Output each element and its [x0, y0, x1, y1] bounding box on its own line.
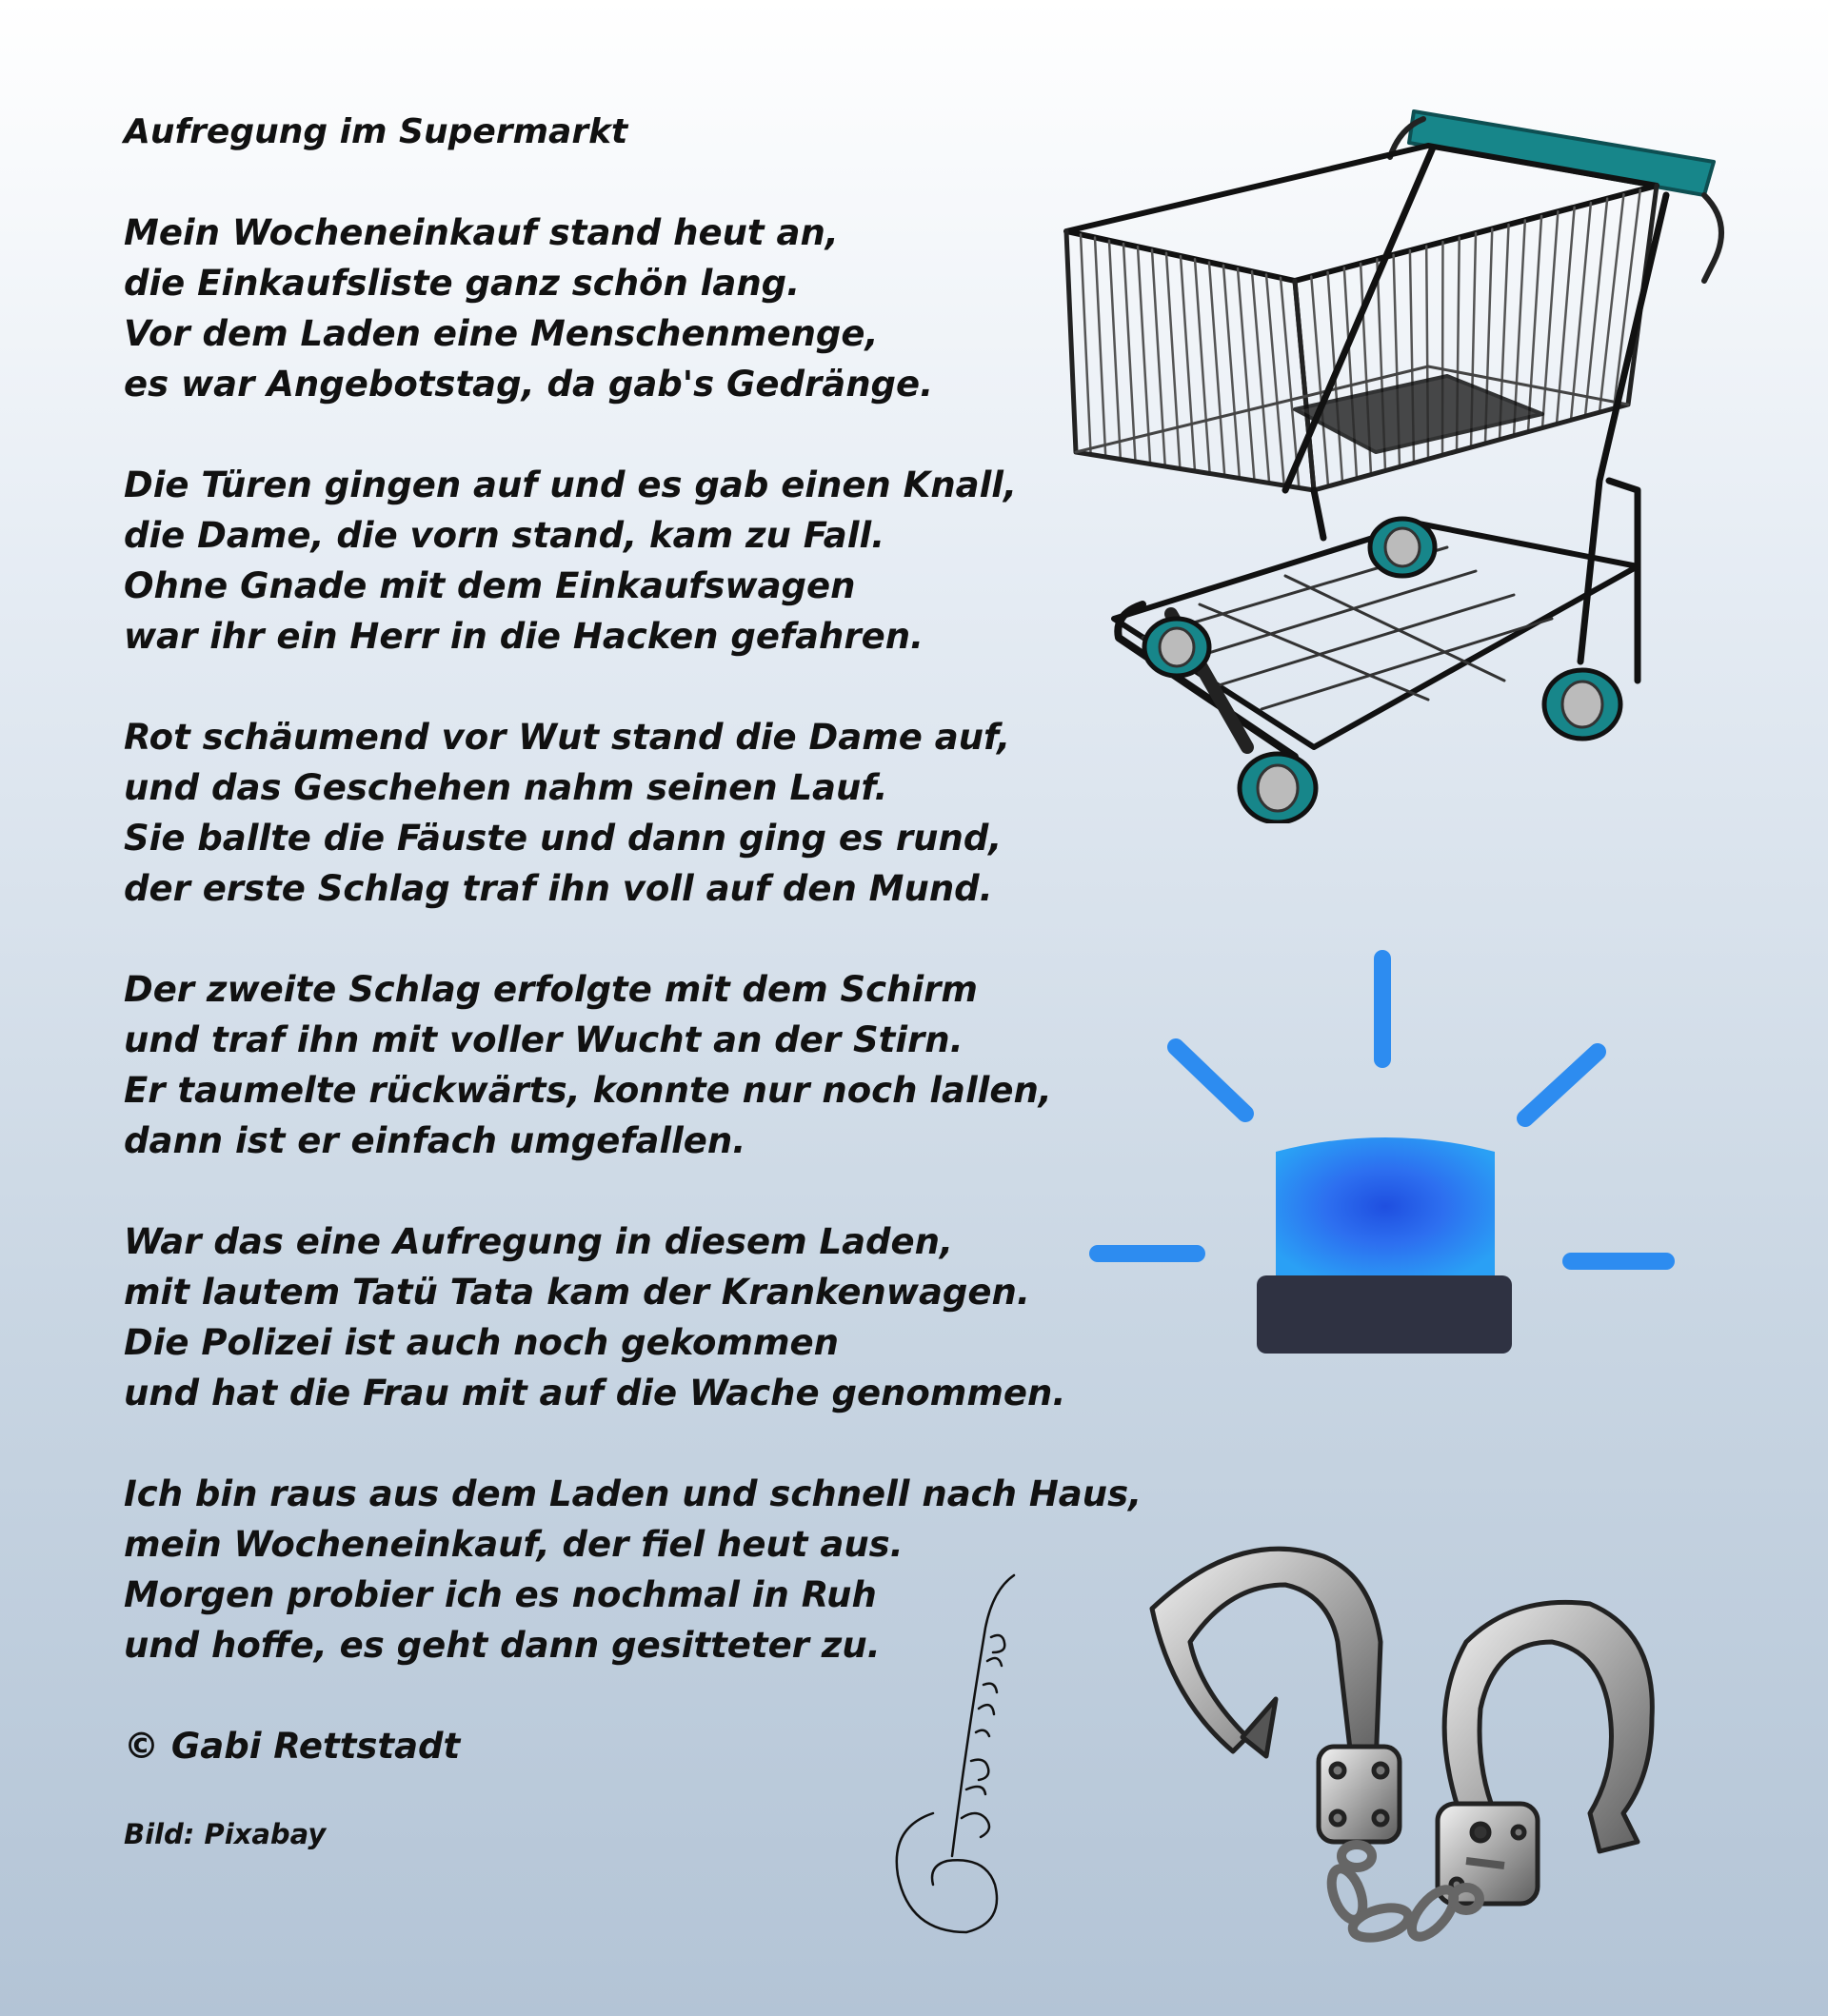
image-credit: Bild: Pixabay [124, 1818, 327, 1850]
signature-logo [881, 1571, 1071, 1942]
stanza-5 [124, 1216, 1066, 1418]
poem-line: Die Polizei ist auch noch gekommen [124, 1322, 839, 1363]
poem-line: Ich bin raus aus dem Laden und schnell nach Haus, [124, 1473, 1142, 1514]
poem-line: Vor dem Laden eine Menschenmenge, [124, 313, 879, 354]
shopping-cart-icon [1047, 90, 1752, 823]
stanza-4 [124, 964, 1057, 1166]
poem-line: Er taumelte rückwärts, konnte nur noch lallen, [124, 1070, 1052, 1111]
poem-line: die Dame, die vorn stand, kam zu Fall. [124, 515, 885, 556]
poem-line: Morgen probier ich es nochmal in Ruh [124, 1574, 877, 1615]
stanza-1 [124, 208, 1057, 409]
stanza-2 [124, 460, 1057, 662]
police-beacon-icon [1076, 947, 1695, 1366]
poem-line: Mein Wocheneinkauf stand heut an, [124, 212, 839, 253]
poem-line: War das eine Aufregung in diesem Laden, [124, 1221, 954, 1262]
poem-line: und hat die Frau mit auf die Wache genommen. [124, 1373, 1066, 1413]
poem-line: es war Angebotstag, da gab's Gedränge. [124, 364, 934, 405]
poem-line: und hoffe, es geht dann gesitteter zu. [124, 1625, 881, 1666]
poem-line: war ihr ein Herr in die Hacken gefahren. [124, 616, 924, 657]
poem-line: mein Wocheneinkauf, der fiel heut aus. [124, 1524, 904, 1565]
poem-line: Ohne Gnade mit dem Einkaufswagen [124, 565, 856, 606]
copyright: © Gabi Rettstadt [124, 1726, 461, 1767]
poem-line: und traf ihn mit voller Wucht an der Stirn. [124, 1019, 964, 1060]
poem-line: die Einkaufsliste ganz schön lang. [124, 263, 801, 304]
poem-line: Rot schäumend vor Wut stand die Dame auf, [124, 717, 1011, 758]
poem-line: Der zweite Schlag erfolgte mit dem Schirm [124, 969, 978, 1010]
handcuffs-icon [1142, 1528, 1714, 1947]
poem-line: dann ist er einfach umgefallen. [124, 1120, 746, 1161]
poem-line: Die Türen gingen auf und es gab einen Knall, [124, 464, 1018, 505]
stanza-3 [124, 712, 1057, 914]
poem-line: Sie ballte die Fäuste und dann ging es rund, [124, 818, 1003, 859]
poem-line: und das Geschehen nahm seinen Lauf. [124, 767, 888, 808]
poem-line: mit lautem Tatü Tata kam der Krankenwagen. [124, 1272, 1030, 1313]
poem-title: Aufregung im Supermarkt [124, 112, 628, 151]
poem-line: der erste Schlag traf ihn voll auf den Mund. [124, 868, 993, 909]
